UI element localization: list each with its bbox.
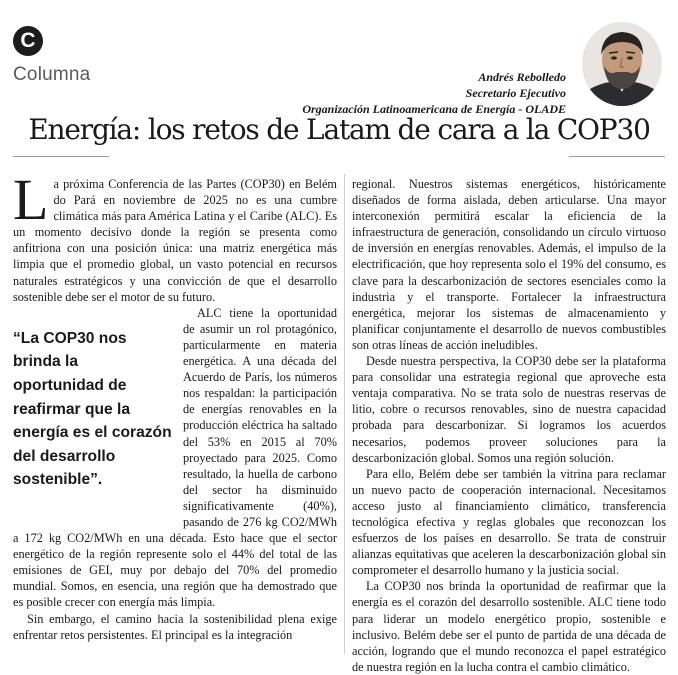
article-paragraph: Sin embargo, el camino hacia la sostenibilidad plena exige enfrentar retos persistentes. El principal es la integración [13,611,337,642]
author-photo [582,22,662,106]
author-role: Secretario Ejecutivo [465,86,566,100]
article-headline: Energía: los retos de Latam de cara a la COP30 [28,113,650,146]
article-paragraph-continued: regional. Nuestros sistemas energéticos, históricamente diseñados de forma aislada, deben articularse. Una mayor interconexión permitirá escalar la eficiencia de la infraestructura de generación, consolidando un círculo virtuoso de inversión en energías renovables. Además, el impulso de la electrificación, que hoy representa solo el 19% del consumo, es clave para la descarbonización de sectores esenciales como la industria y el transporte. Fortalecer la infraestructura energética, mejorar los sistemas de almacenamiento y planificar conjuntamente el desarrollo de nuevos combustibles son otras líneas de acción ineludibles. [352,177,666,352]
article-column-left [13,167,337,643]
article-paragraph: La próxima Conferencia de las Partes (COP30) en Belém do Pará en noviembre de 2025 no es una cumbre climática más para América Latina y el Caribe (ALC). Es un momento decisivo donde la región se presenta como anfitriona con una posición única: una matriz energética más limpia que el promedio global, un vasto potencial en recursos naturales estratégicos y una convicción de que el desarrollo sostenible debe ser el motor de su futuro. [13,167,337,304]
headline-rule-left [13,156,109,157]
article-column-right [352,176,666,675]
author-byline [302,69,566,117]
author-name: Andrés Rebolledo [478,70,566,84]
column-badge: C [13,26,43,56]
pull-quote: “La COP30 nos brinda la oportunidad de reafirmar que la energía es el corazón del desarrollo sostenible”. [13,329,172,489]
article-paragraph: Para ello, Belém debe ser también la vitrina para reclamar un nuevo pacto de cooperación internacional. Necesitamos acceso justo al financiamiento climático, transferencia tecnológica efectiva y reglas globales que reconozcan los esfuerzos de los países en desarrollo. Se trata de construir alianzas equitativas que aceleren la descarbonización global sin comprometer el desarrollo humano y la justicia social. [352,466,666,578]
author-organization: Organización Latinoamericana de Energía - OLADE [302,102,566,116]
article-paragraph: Desde nuestra perspectiva, la COP30 debe ser la plataforma para consolidar una estrategia regional que aproveche esta ventaja comparativa. No se trata solo de nuestras reservas de litio, cobre o recursos renovables, sino de nuestra capacidad probada para descarbonizar. Si logramos los acuerdos necesarios, podemos proveer soluciones para la descarbonización global. Somos una región solución. [352,354,666,465]
section-label: Columna [13,64,91,85]
headline-rule-right [569,156,665,157]
article-paragraph: ALC tiene la oportunidad de asumir un rol protagónico, particularmente en materia energética. A una década del Acuerdo de París, los números nos respaldan: la participación de energías renovables en la producción eléctrica ha saltado del 53% en 2015 al 70% proyectado para 2025. Como resultado, la huella de carbono del sector ha disminuido significativamente (40%), pasando de 276 kg CO2/MWh a 172 kg CO2/MWh en una década. Esto hace que el sector energético de la región represente solo el 44% del total de las emisiones de GEI, muy por debajo del 70% del promedio mundial. Somos, en esencia, una región que ha demostrado que es posible crecer con energía más limpia. [13,305,337,610]
drop-cap: L [13,167,49,232]
column-divider [344,174,345,654]
article-paragraph: La COP30 nos brinda la oportunidad de reafirmar que la energía es el corazón del desarrollo sostenible. ALC tiene todo para liderar un modelo energético propio, sostenible e inclusivo. Belém debe ser el punto de partida de una década de acción, logrando que el mundo reconozca el papel estratégico de nuestra región en la lucha contra el cambio climático. [352,579,666,674]
